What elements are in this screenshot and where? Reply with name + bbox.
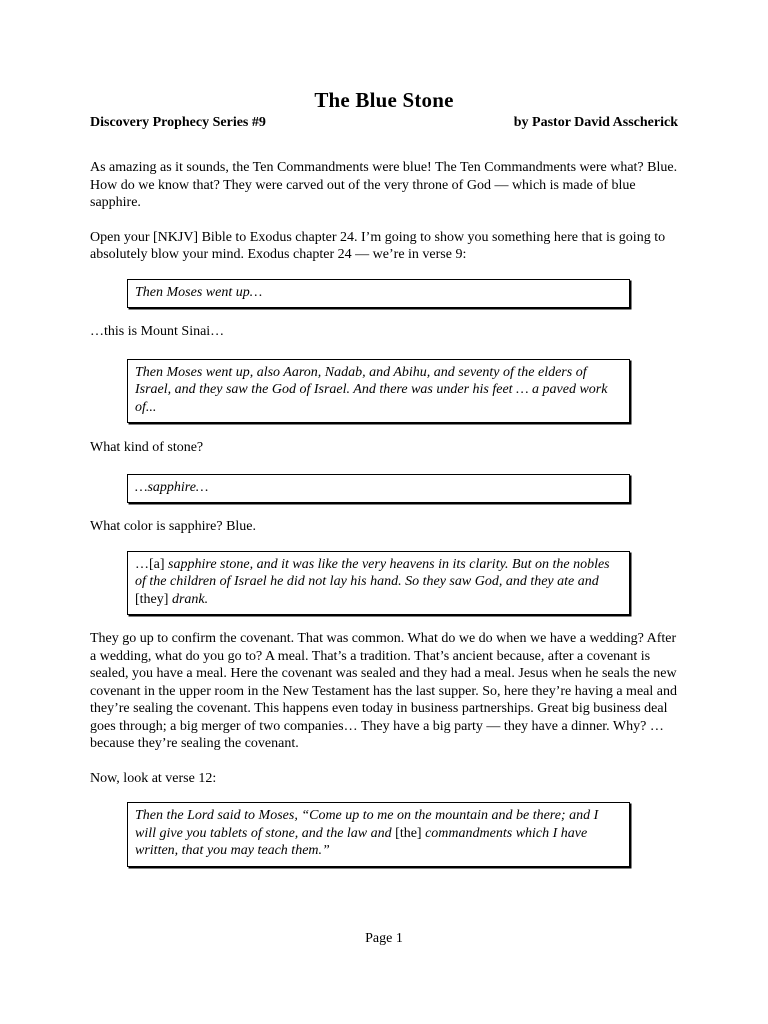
quote-text-upright: [the] (395, 825, 426, 841)
quote-text: sapphire stone, and it was like the very heavens in its clarity. But on the nobles of the children of Israel he did not lay his hand. So they saw God, and they ate and (135, 556, 610, 589)
document-page (90, 88, 678, 867)
scripture-quote-4 (127, 551, 630, 616)
quote-text: commandments which I have written, that you may teach them.” (135, 825, 588, 858)
quote-text-upright: …[a] (135, 556, 169, 572)
paragraph-7: Now, look at verse 12: (90, 770, 217, 786)
series-label: Discovery Prophecy Series #9 (90, 115, 266, 130)
paragraph-1: As amazing as it sounds, the Ten Commandments were blue! The Ten Commandments were what? Blue. How do we know that? They were carved out of the very throne of God — which is made of blue sapphire. (90, 160, 678, 210)
quote-text-upright: [they] (135, 591, 172, 607)
quote-text: Then Moses went up… (135, 284, 263, 300)
subheading (90, 115, 678, 131)
scripture-quote-3 (127, 474, 630, 504)
page-number: Page 1 (365, 931, 403, 946)
paragraph-5: What color is sapphire? Blue. (90, 519, 257, 534)
scripture-quote-1 (127, 279, 630, 309)
paragraph-3: …this is Mount Sinai… (90, 324, 225, 339)
paragraph-2: Open your [NKJV] Bible to Exodus chapter 24. I’m going to show you something here that is going to absolutely blow your mind. Exodus chapter 24 — we’re in verse 9: (90, 229, 666, 262)
page-title: The Blue Stone (314, 88, 454, 112)
paragraph-6: They go up to confirm the covenant. That was common. What do we do when we have a wedding? After a wedding, what do you go to? A meal. That’s a tradition. That’s ancient because, after a covenant is sealed, you have a meal. Here the covenant was sealed and they had a meal. Jesus when he seals the new covenant in the upper room in the New Testament has the last supper. So, here they’re having a meal and they’re sealing the covenant. This happens even today in business partnerships. Great big business deal goes through; a big merger of two companies… They have a big party — they have a dinner. Why? …because they’re sealing the covenant. (90, 631, 677, 751)
paragraph-4: What kind of stone? (90, 440, 204, 455)
scripture-quote-2 (127, 359, 630, 424)
quote-text: Then Moses went up, also Aaron, Nadab, and Abihu, and seventy of the elders of Israel, and they saw the God of Israel. And there was under his feet … a paved work of... (135, 364, 608, 415)
author-label: by Pastor David Asscherick (513, 115, 678, 130)
scripture-quote-5 (127, 802, 630, 867)
quote-text: Then the Lord said to Moses, “Come up to me on the mountain and be there; and I will give you tablets of stone, and the law and (135, 808, 599, 841)
quote-text: …sapphire… (135, 479, 209, 495)
quote-text: drank. (171, 591, 209, 607)
